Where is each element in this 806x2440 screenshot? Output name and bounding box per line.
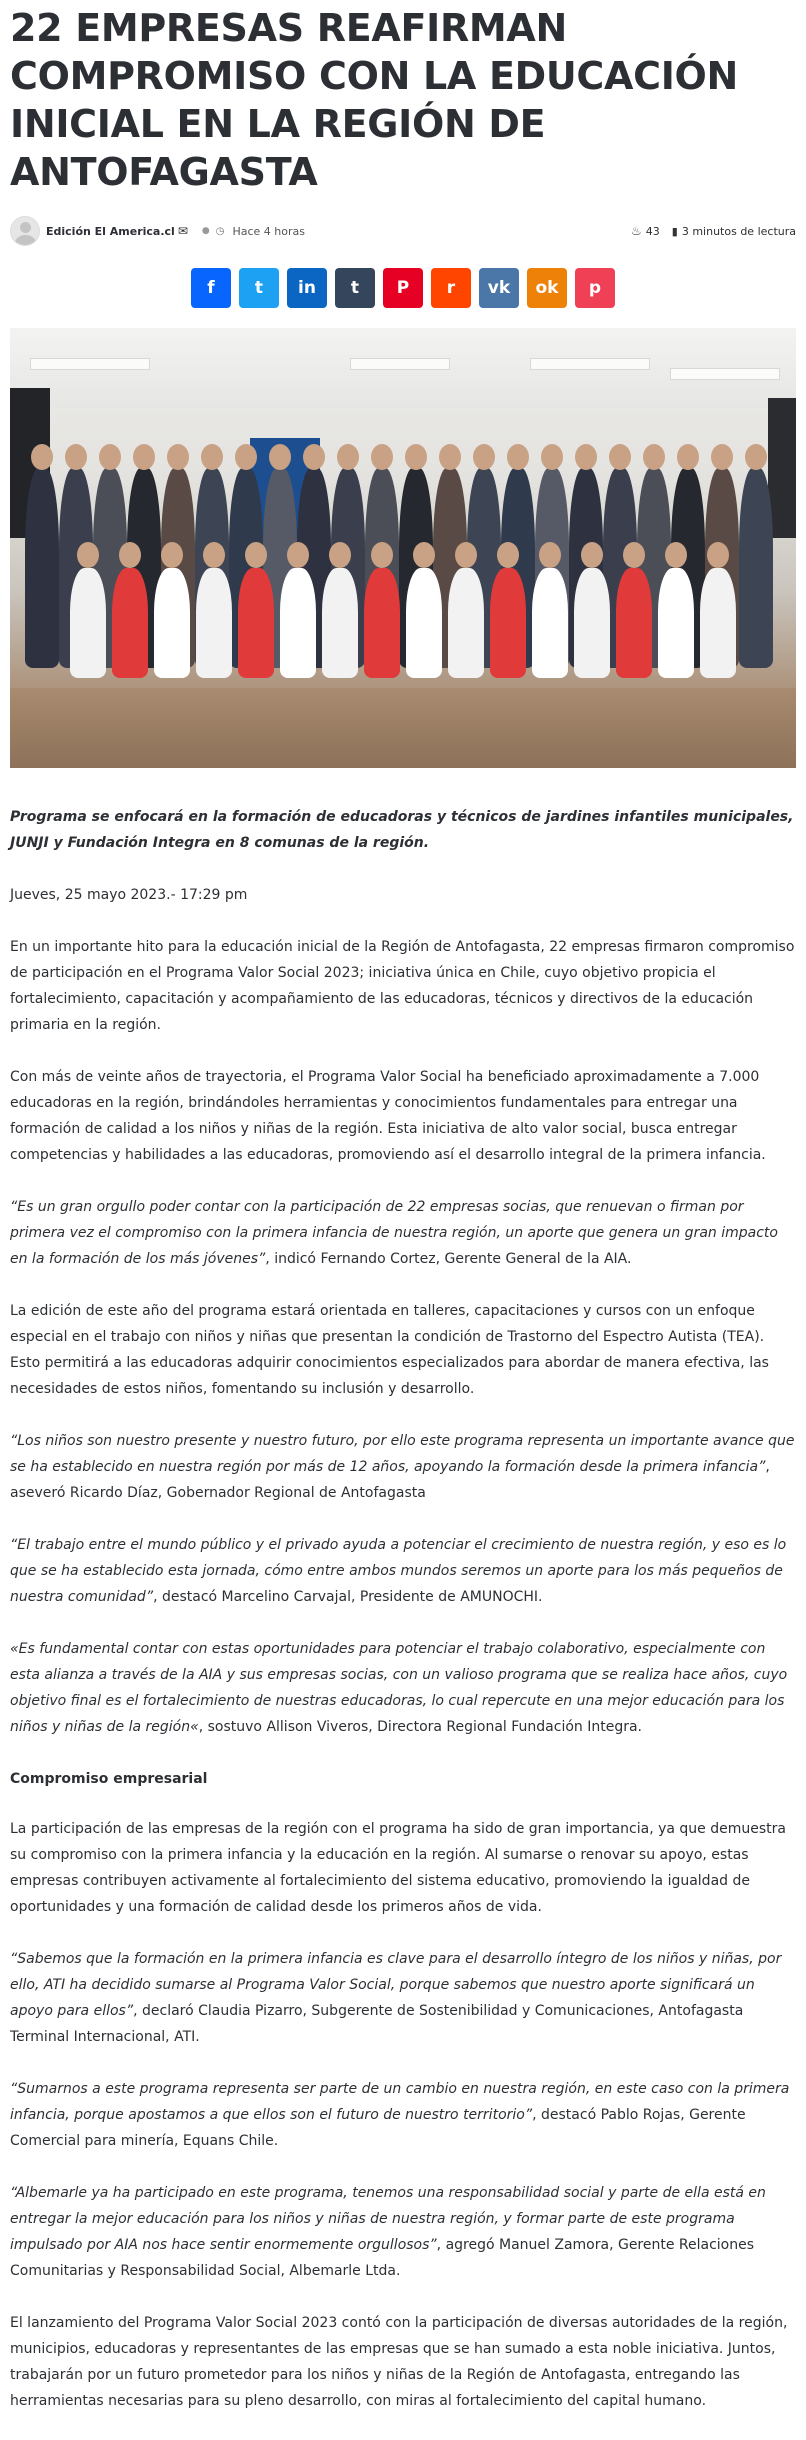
paragraph: La participación de las empresas de la región con el programa ha sido de gran importancia, ya que demuestra su compromiso con la primera infancia y la educación en la región. Al sumarse o renovar su apoyo, estas empresas contribuyen activamente al fortalecimiento del sistema educativo, promoviendo la igualdad de oportunidades y una formación de calidad desde los primeros años de vida. xyxy=(10,1821,786,1915)
quote-attribution: , aseveró Ricardo Díaz, Gobernador Regional de Antofagasta xyxy=(10,1459,770,1501)
quote xyxy=(10,1946,796,2050)
quote-text: “Es un gran orgullo poder contar con la participación de 22 empresas socias, que renuevan o firman por primera vez el compromiso con la primera infancia de nuestra región, un aporte que genera un gran impacto en la formación de los más jóvenes” xyxy=(10,1199,778,1267)
reading-time: 3 minutos de lectura xyxy=(681,224,796,238)
quote xyxy=(10,1532,796,1610)
share-tumblr-button[interactable] xyxy=(335,268,375,308)
quote-attribution: , agregó Manuel Zamora, Gerente Relaciones Comunitarias y Responsabilidad Social, Albemarle Ltda. xyxy=(10,2237,755,2279)
share-pinterest-button[interactable] xyxy=(383,268,423,308)
article-lead: Programa se enfocará en la formación de educadoras y técnicos de jardines infantiles municipales, JUNJI y Fundación Integra en 8 comunas de la región. xyxy=(10,809,794,851)
vk-icon: vk xyxy=(487,278,511,298)
share-bar xyxy=(10,268,796,308)
twitter-icon: t xyxy=(254,278,264,298)
published-time: Hace 4 horas xyxy=(232,224,305,238)
author-avatar[interactable] xyxy=(10,216,40,246)
quote-text: “Sabemos que la formación en la primera infancia es clave para el desarrollo íntegro de los niños y niñas, por ello, ATI ha decidido sumarse al Programa Valor Social, porque sabemos que nuestro aporte significará un apoyo para ellos” xyxy=(10,1951,782,2019)
quote xyxy=(10,2076,796,2154)
article-title: 22 EMPRESAS REAFIRMAN COMPROMISO CON LA EDUCACIÓN INICIAL EN LA REGIÓN DE ANTOFAGASTA xyxy=(10,6,739,194)
tumblr-icon: t xyxy=(350,278,360,298)
clock-icon: ◷ xyxy=(215,225,225,237)
share-reddit-button[interactable] xyxy=(431,268,471,308)
quote-text: «Es fundamental contar con estas oportunidades para potenciar el trabajo colaborativo, especialmente con esta alianza a través de la AIA y sus empresas socias, con un valioso programa que se realiza hace años, cuyo objetivo final es el fortalecimiento de nuestras educadoras, lo cual repercute en una mejor educación para los niños y niñas de la región« xyxy=(10,1641,788,1735)
paragraph: Con más de veinte años de trayectoria, el Programa Valor Social ha beneficiado aproximadamente a 7.000 educadoras en la región, brindándoles herramientas y conocimientos fundamentales para entregar una formación de calidad a los niños y niñas de la región. Esta iniciativa de alto valor social, busca entregar competencias y habilidades a las educadoras, promoviendo así el desarrollo integral de la primera infancia. xyxy=(10,1069,766,1163)
mail-icon[interactable]: ✉ xyxy=(177,224,188,238)
share-pocket-button[interactable] xyxy=(575,268,615,308)
quote xyxy=(10,2180,796,2284)
linkedin-icon: in xyxy=(298,278,316,298)
paragraph: En un importante hito para la educación inicial de la Región de Antofagasta, 22 empresas firmaron compromiso de participación en el Programa Valor Social 2023; iniciativa única en Chile, cuyo objetivo propicia el fortalecimiento, capacitación y acompañamiento de las educadoras, técnicos y directivos de la educación primaria en la región. xyxy=(10,939,795,1033)
quote-attribution: , sostuvo Allison Viveros, Directora Regional Fundación Integra. xyxy=(198,1719,643,1735)
bookmark-icon: ▮ xyxy=(671,224,678,238)
quote-attribution: , destacó Marcelino Carvajal, Presidente de AMUNOCHI. xyxy=(153,1589,543,1605)
reddit-icon: r xyxy=(446,278,456,298)
separator-dot-icon: ● xyxy=(201,226,210,236)
pinterest-icon: P xyxy=(396,278,410,298)
quote xyxy=(10,1428,796,1506)
pocket-icon: p xyxy=(588,278,602,298)
odnoklassniki-icon: ok xyxy=(535,278,559,298)
quote-text: “Albemarle ya ha participado en este programa, tenemos una responsabilidad social y parte de ella está en entregar la mejor educación para los niños y niñas de nuestra región, y formar parte de este programa impulsado por AIA nos hace sentir enormemente orgullosos” xyxy=(10,2185,766,2253)
quote-attribution: , destacó Pablo Rojas, Gerente Comercial para minería, Equans Chile. xyxy=(10,2107,746,2149)
article-dateline: Jueves, 25 mayo 2023.- 17:29 pm xyxy=(10,887,248,903)
share-vk-button[interactable] xyxy=(479,268,519,308)
quote-text: “Los niños son nuestro presente y nuestro futuro, por ello este programa representa un importante avance que se ha establecido en nuestra región por más de 12 años, apoyando la formación desde la primera infancia” xyxy=(10,1433,795,1475)
fire-icon: ♨ xyxy=(631,224,642,238)
share-facebook-button[interactable] xyxy=(191,268,231,308)
author-name[interactable]: Edición El America.cl xyxy=(46,224,175,238)
paragraph: La edición de este año del programa estará orientada en talleres, capacitaciones y cursos con un enfoque especial en el trabajo con niños y niñas que presentan la condición de Trastorno del Espectro Autista (TEA). Esto permitirá a las educadoras adquirir conocimientos especializados para abordar de manera efectiva, las necesidades de estos niños, fomentando su inclusión y desarrollo. xyxy=(10,1303,769,1397)
quote-attribution: , indicó Fernando Cortez, Gerente General de la AIA. xyxy=(265,1251,632,1267)
facebook-icon: f xyxy=(207,278,215,298)
section-heading: Compromiso empresarial xyxy=(10,1771,208,1787)
quote-attribution: , declaró Claudia Pizarro, Subgerente de Sostenibilidad y Comunicaciones, Antofagasta Terminal Internacional, ATI. xyxy=(10,2003,744,2045)
article-body xyxy=(10,804,796,2414)
paragraph: El lanzamiento del Programa Valor Social 2023 contó con la participación de diversas autoridades de la región, municipios, educadoras y representantes de las empresas que se han sumado a esta noble iniciativa. Juntos, trabajarán por un futuro prometedor para los niños y niñas de la Región de Antofagasta, entregando las herramientas necesarias para su pleno desarrollo, con miras al fortalecimiento del capital humano. xyxy=(10,2315,788,2409)
article-photo xyxy=(10,328,796,768)
quote-text: “Sumarnos a este programa representa ser parte de un cambio en nuestra región, en este caso con la primera infancia, porque apostamos a que ellos son el futuro de nuestro territorio” xyxy=(10,2081,790,2123)
view-count: 43 xyxy=(645,224,660,238)
article-meta xyxy=(10,216,796,246)
quote xyxy=(10,1636,796,1740)
share-linkedin-button[interactable] xyxy=(287,268,327,308)
quote-text: “El trabajo entre el mundo público y el privado ayuda a potenciar el crecimiento de nuestra región, y eso es lo que se ha establecido esta jornada, cómo entre ambos mundos seremos un aporte para los más pequeños de nuestra comunidad” xyxy=(10,1537,787,1605)
quote xyxy=(10,1194,796,1272)
share-odnoklassniki-button[interactable] xyxy=(527,268,567,308)
share-twitter-button[interactable] xyxy=(239,268,279,308)
article-stats xyxy=(631,224,796,238)
